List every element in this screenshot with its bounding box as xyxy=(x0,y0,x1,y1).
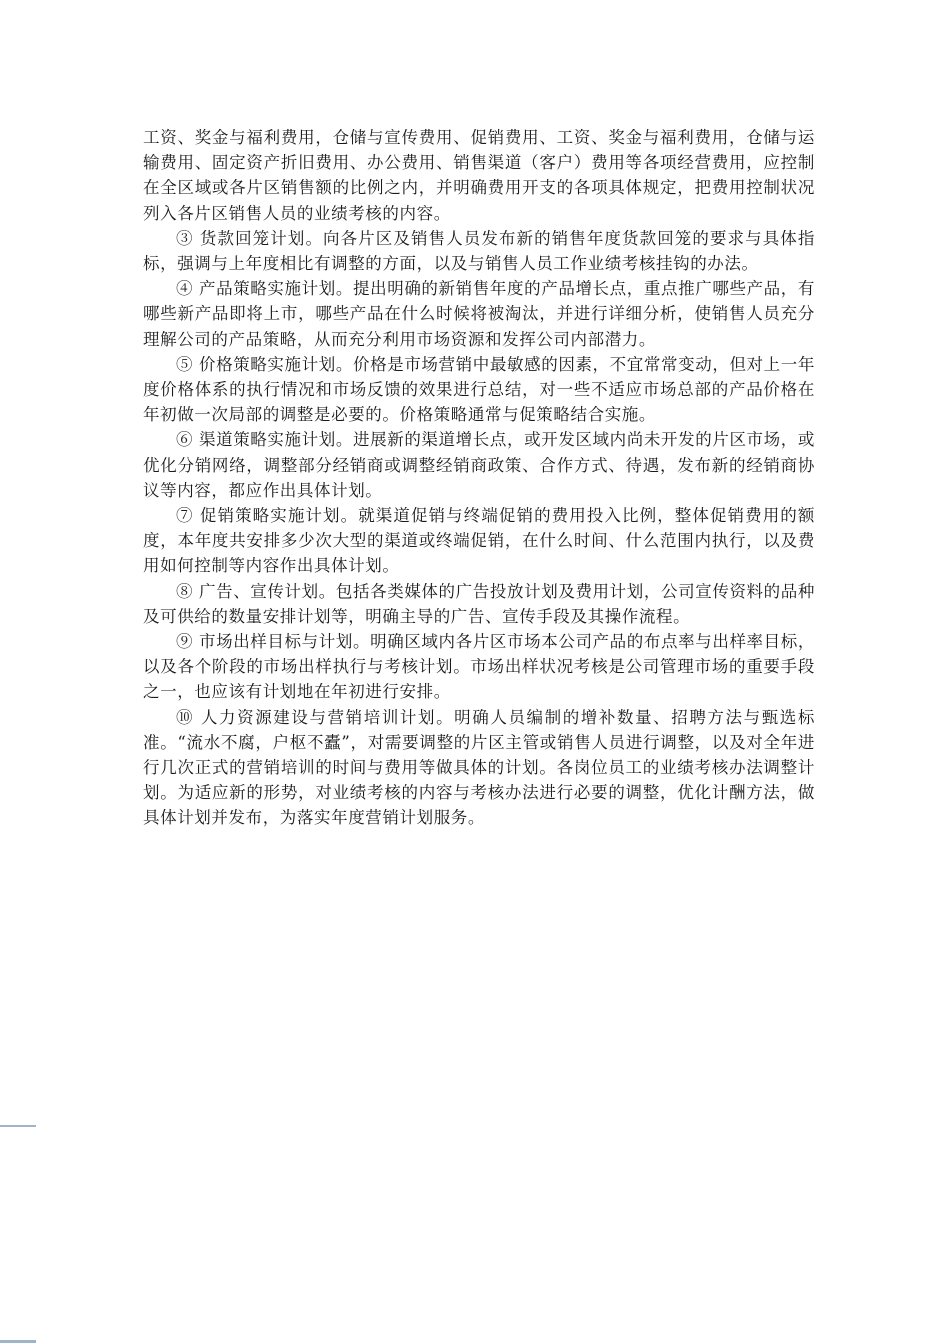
paragraph-promotion-strategy-plan: ⑦ 促销策略实施计划。就渠道促销与终端促销的费用投入比例，整体促销费用的额度，本年度共安排多少次大型的渠道或终端促销，在什么时间、什么范围内执行，以及费用如何控制等内容作出具体计划。 xyxy=(143,506,815,576)
page-edge-mark-bottom xyxy=(0,1340,36,1343)
paragraph-market-display-plan: ⑨ 市场出样目标与计划。明确区域内各片区市场本公司产品的布点率与出样率目标，以及各个阶段的市场出样执行与考核计划。市场出样状况考核是公司管理市场的重要手段之一，也应该有计划地在年初进行安排。 xyxy=(143,632,815,702)
page-edge-mark xyxy=(0,1125,36,1127)
paragraph-price-strategy-plan: ⑤ 价格策略实施计划。价格是市场营销中最敏感的因素，不宜常常变动，但对上一年度价格体系的执行情况和市场反馈的效果进行总结，对一些不适应市场总部的产品价格在年初做一次局部的调整是必要的。价格策略通常与促策略结合实施。 xyxy=(143,354,815,425)
paragraph-channel-strategy-plan: ⑥ 渠道策略实施计划。进展新的渠道增长点，或开发区域内尚未开发的片区市场，或优化分销网络，调整部分经销商或调整经销商政策、合作方式、待遇，发布新的经销商协议等内容，都应作出具体计划。 xyxy=(143,430,815,500)
paragraph-expense-continuation: 工资、奖金与福利费用，仓储与宣传费用、促销费用、工资、奖金与福利费用，仓储与运输费用、固定资产折旧费用、办公费用、销售渠道（客户）费用等各项经营费用，应控制在全区域或各片区销售额的比例之内，并明确费用开支的各项具体规定，把费用控制状况列入各片区销售人员的业绩考核的内容。 xyxy=(143,128,815,223)
paragraph-product-strategy-plan: ④ 产品策略实施计划。提出明确的新销售年度的产品增长点，重点推广哪些产品，有哪些新产品即将上市，哪些产品在什么时候将被淘汰，并进行详细分析，使销售人员充分理解公司的产品策略，从而充分利用市场资源和发挥公司内部潜力。 xyxy=(143,279,815,349)
paragraph-hr-training-plan: ⑩ 人力资源建设与营销培训计划。明确人员编制的增补数量、招聘方法与甄选标准。“流水不腐，户枢不蠹”，对需要调整的片区主管或销售人员进行调整，以及对全年进行几次正式的营销培训的时间与费用等做具体的计划。各岗位员工的业绩考核办法调整计划。为适应新的形势，对业绩考核的内容与考核办法进行必要的调整，优化计酬方法，做具体计划并发布，为落实年度营销计划服务。 xyxy=(143,707,815,828)
paragraph-advertising-plan: ⑧ 广告、宣传计划。包括各类媒体的广告投放计划及费用计划，公司宣传资料的品种及可供给的数量安排计划等，明确主导的广告、宣传手段及其操作流程。 xyxy=(143,581,815,626)
paragraph-payment-collection-plan: ③ 货款回笼计划。向各片区及销售人员发布新的销售年度货款回笼的要求与具体指标，强调与上年度相比有调整的方面，以及与销售人员工作业绩考核挂钩的办法。 xyxy=(143,228,815,274)
body-text xyxy=(143,125,815,831)
